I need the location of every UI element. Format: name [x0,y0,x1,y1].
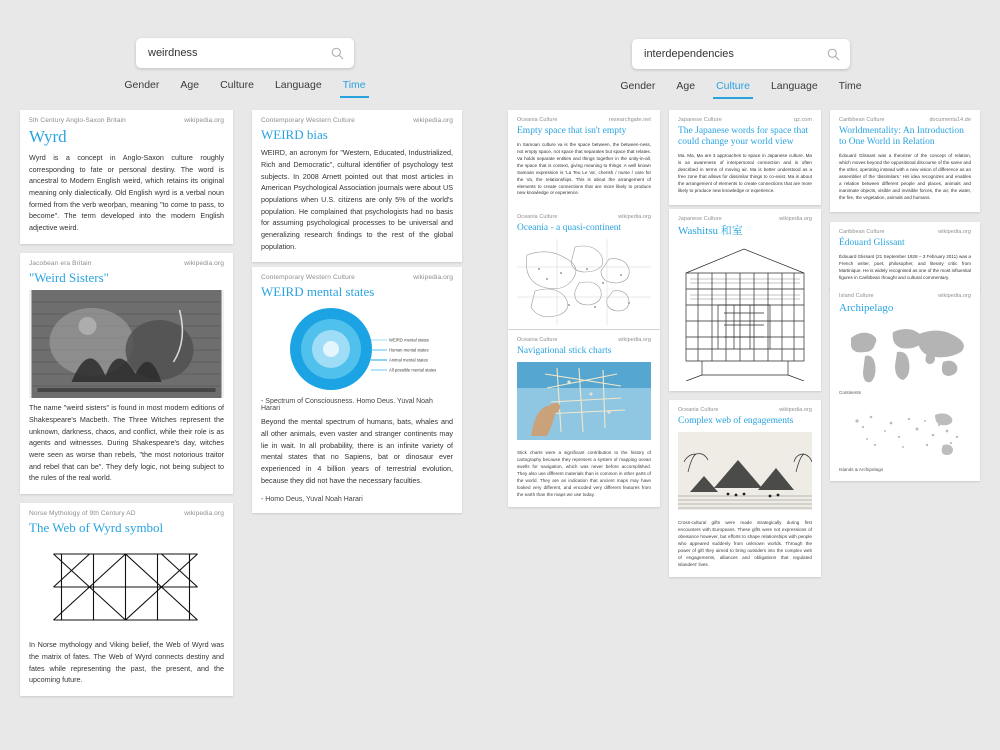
card-caption: Cross-cultural gifts were made strategically during first encounters with Europeans. These gifts were not expressions of obeisance however, but efforts to shape relationships with people who appeared suddenly from unknown worlds. Through the power of gift they aimed to bring outsiders into the complex web of engagements, alliances and obligations that regulated islanders' lives. [678,520,812,567]
tab-age[interactable]: Age [676,80,696,92]
card-category: Japanese Culture [678,216,722,222]
card-body: Ma. Ma, Ṃa are 3 approaches to space in Japanese culture. Ma is an awareness of interpersonal connection and is often described in terms of moving air. Ma is better understood as a free zone that allows for dissimilar things to co-exist. Ma is about the arrangement of elements to create connections that are more likely to produce new knowledge or experience. [678,153,812,193]
card-category: Contemporary Western Culture [261,274,355,281]
card-source: documenta14.de [929,117,971,123]
card-stick-charts[interactable] [508,330,660,507]
card-category: Japanese Culture [678,117,722,123]
card-body: In Samoan culture va is the space between, the between-ness, not empty space, not space that separates but space that relates. Va holds separate entities and things together in the unity-in-all, the space that is context, giving meaning to things. A well known Samoan expression is 'La Teu Le Va', cherish / nurse / care for the Va, the relationships. This is about the arrangement of elements to create connections that are more likely to produce new knowledge or experience. [517,142,651,196]
card-body: Beyond the mental spectrum of humans, bats, whales and all other animals, even vaster and stranger continents may lie in wait. In all probability, there is an infinite variety of mental states that no Sapiens, bat or dinosaur ever experienced in 4 billion years of terrestrial evolution, because they did not have the necessary faculties. [261,417,453,485]
search-icon[interactable] [827,48,840,61]
card-category: Norse Mythology of 9th Century AD [29,510,136,517]
card-source: wikipedia.org [184,510,224,517]
card-title: Archipelago [839,302,894,314]
tab-gender[interactable]: Gender [620,80,656,92]
oceania-map-image [508,239,660,329]
search-input-left[interactable] [146,46,331,60]
card-empty-space[interactable] [508,110,660,207]
card-source: wikipedia.org [413,117,453,124]
card-header [508,330,660,345]
search-input-right[interactable] [642,47,827,61]
card-body: In Norse mythology and Viking belief, the Web of Wyrd was the matrix of fates. The Web of Wyrd connects destiny and fates while representing the past, the present, and the upcoming future. [29,640,224,685]
card-washitsu[interactable] [669,209,821,391]
card-archipelago[interactable] [830,286,980,481]
card-category: Oceania Culture [517,337,558,343]
card-body: Édouard Glissant was a theorizer of the concept of relation, which moves beyond the oppositional discourse of the same and the other, operating instead with a new vision of difference as an assemblier of the 'dissimilars.' His idea recognizes and enables a relation between different people and places, animals and inanimate objects, visible and invisible forces, the air, the water, the fire, the vegetation, animals and humans. [839,153,971,200]
card-category: Island Culture [839,293,874,299]
tab-language[interactable]: Language [274,79,322,91]
card-category: Caribbean Culture [839,117,885,123]
card-header [830,222,980,237]
card-weird-sisters[interactable] [20,253,233,494]
card-attribution: - Homo Deus, Yuval Noah Harari [261,496,363,504]
svg-text:WEIRD mental states: WEIRD mental states [389,337,430,343]
card-title: The Web of Wyrd symbol [29,520,164,535]
search-icon[interactable] [331,47,344,60]
card-title: WEIRD mental states [261,284,375,299]
consciousness-spectrum-pie-chart [252,304,462,398]
svg-text:Human mental states: Human mental states [389,347,429,353]
tab-time[interactable]: Time [838,80,862,92]
card-title: "Weird Sisters" [29,270,109,285]
map-label-continents: Continents [839,389,861,395]
tab-culture[interactable]: Culture [220,79,254,91]
card-header [830,286,980,301]
card-edouard-glissant[interactable] [830,222,980,292]
card-weird-mental-states[interactable] [252,267,462,513]
card-japanese-words[interactable] [669,110,821,205]
card-category: Contemporary Western Culture [261,117,355,124]
card-title: Oceania - a quasi-continent [517,223,622,233]
web-of-wyrd-diagram [20,540,233,639]
card-header [669,400,821,415]
card-source: wikipedia.org [618,214,651,220]
card-web-of-wyrd[interactable] [20,503,233,696]
card-category: Oceania Culture [517,117,558,123]
svg-text:All possible mental states: All possible mental states [389,367,437,373]
card-source: researchgate.net [608,117,651,123]
card-title: The Japanese words for space that could change your world view [678,126,809,148]
card-header [830,110,980,125]
card-header [20,110,233,126]
card-header [508,207,660,222]
card-oceania[interactable] [508,207,660,329]
pie-legend [371,338,436,373]
card-wyrd[interactable] [20,110,233,244]
tab-time[interactable]: Time [340,77,369,98]
card-header [669,110,821,125]
card-source: wikipedia.org [184,117,224,124]
three-witches-engraving-image [20,290,233,402]
world-map-continents [830,320,980,390]
card-title: Édouard Glissant [839,238,905,248]
card-title: Navigational stick charts [517,346,612,356]
search-bar-right[interactable] [632,39,850,69]
left-search-panel [124,38,366,98]
card-category: 5th Century Anglo-Saxon Britain [29,117,126,124]
card-title: Washitsu 和室 [678,225,743,237]
chart-caption: - Spectrum of Consciousness. Homo Deus. Yuval Noah Harari [261,398,433,413]
card-source: qz.com [794,117,812,123]
card-body: The name "weird sisters" is found in most modern editions of Shakespeare's Macbeth. The Three Witches represent the unknown, darkness, chaos, and conflict, while their role is as agents and witnesses. During Shakespeare's day, witches were seen as worse than rebels, "the most notorious traitor and rebel that can be". They defy logic, not being subject to the rules of the real world. [29,403,224,483]
card-header [669,209,821,224]
card-worldmentality[interactable] [830,110,980,212]
card-title: Complex web of engagements [678,416,794,426]
island-village-engraving [669,432,821,514]
filter-tabs-right [620,78,862,99]
card-source: wikipedia.org [779,407,812,413]
tab-culture[interactable]: Culture [713,78,753,99]
card-header [508,110,660,125]
card-title: Empty space that isn't empty [517,126,627,136]
card-category: Oceania Culture [678,407,719,413]
washitsu-room-drawing [669,243,821,391]
pie-rings [290,308,372,390]
card-title: WEIRD bias [261,127,328,142]
stick-chart-photo [508,362,660,444]
tab-language[interactable]: Language [770,80,818,92]
card-title: Worldmentality: An Introduction to One World in Relation [839,126,964,148]
card-header [20,253,233,269]
card-category: Caribbean Culture [839,229,885,235]
filter-tabs-left [124,77,366,98]
search-bar-left[interactable] [136,38,354,68]
tab-gender[interactable]: Gender [124,79,160,91]
card-weird-bias[interactable] [252,110,462,262]
world-map-islands [830,401,980,467]
card-body: Wyrd is a concept in Anglo-Saxon culture roughly corresponding to fate or personal destiny. The word is ancestral to Modern English weird, which retains its original meaning only dialectically. Old English wyrd is a verbal noun formed from the verb weorþan, meaning "to come to pass, to become". The term developed into the modern English adjective weird. [29,153,224,232]
card-source: wikipedia.org [938,229,971,235]
card-body: Édouard Glissant (21 September 1928 – 3 February 2011) was a French writer, poet, philosopher, and literary critic from Martinique. He is widely recognised as one of the most influential figures in Caribbean thought and cultural commentary. [839,254,972,280]
map-label-islands: Islands & Archipelago [839,466,884,472]
card-category: Oceania Culture [517,214,558,220]
tab-age[interactable]: Age [180,79,200,91]
card-source: wikipedia.org [618,337,651,343]
card-body: WEIRD, an acronym for "Western, Educated, Industrialized, Rich and Democratic", cultural identifier of psychology test subjects. In 2008 Arnett pointed out that most articles in American Psychological Association journals were about US populations when U.S. citizens are only 5% of the world's population. He complained that psychologists had no basis for assuming psychological processes to be universal and generalizing research findings to the rest of the global population. [261,148,453,251]
card-header [20,503,233,519]
card-category: Jacobean era Britain [29,260,92,267]
card-caption: Stick charts were a significant contribution to the history of cartography because they represent a system of mapping ocean swells for navigation, which was never before accomplished. They also use different materials than is common in other parts of the world. They are an indication that ancient maps may have looked very different, and encoded very different features from the earth than the maps we use today. [517,450,651,497]
svg-text:Animal mental states: Animal mental states [389,357,428,363]
card-header [252,110,462,126]
card-title: Wyrd [29,127,67,146]
card-source: wikipedia.org [938,293,971,299]
card-header [252,267,462,283]
card-source: wikipedia.org [184,260,224,267]
card-source: wikipedia.org [413,274,453,281]
card-source: wikipedia.org [779,216,812,222]
right-search-panel [620,39,862,99]
card-complex-web[interactable] [669,400,821,577]
